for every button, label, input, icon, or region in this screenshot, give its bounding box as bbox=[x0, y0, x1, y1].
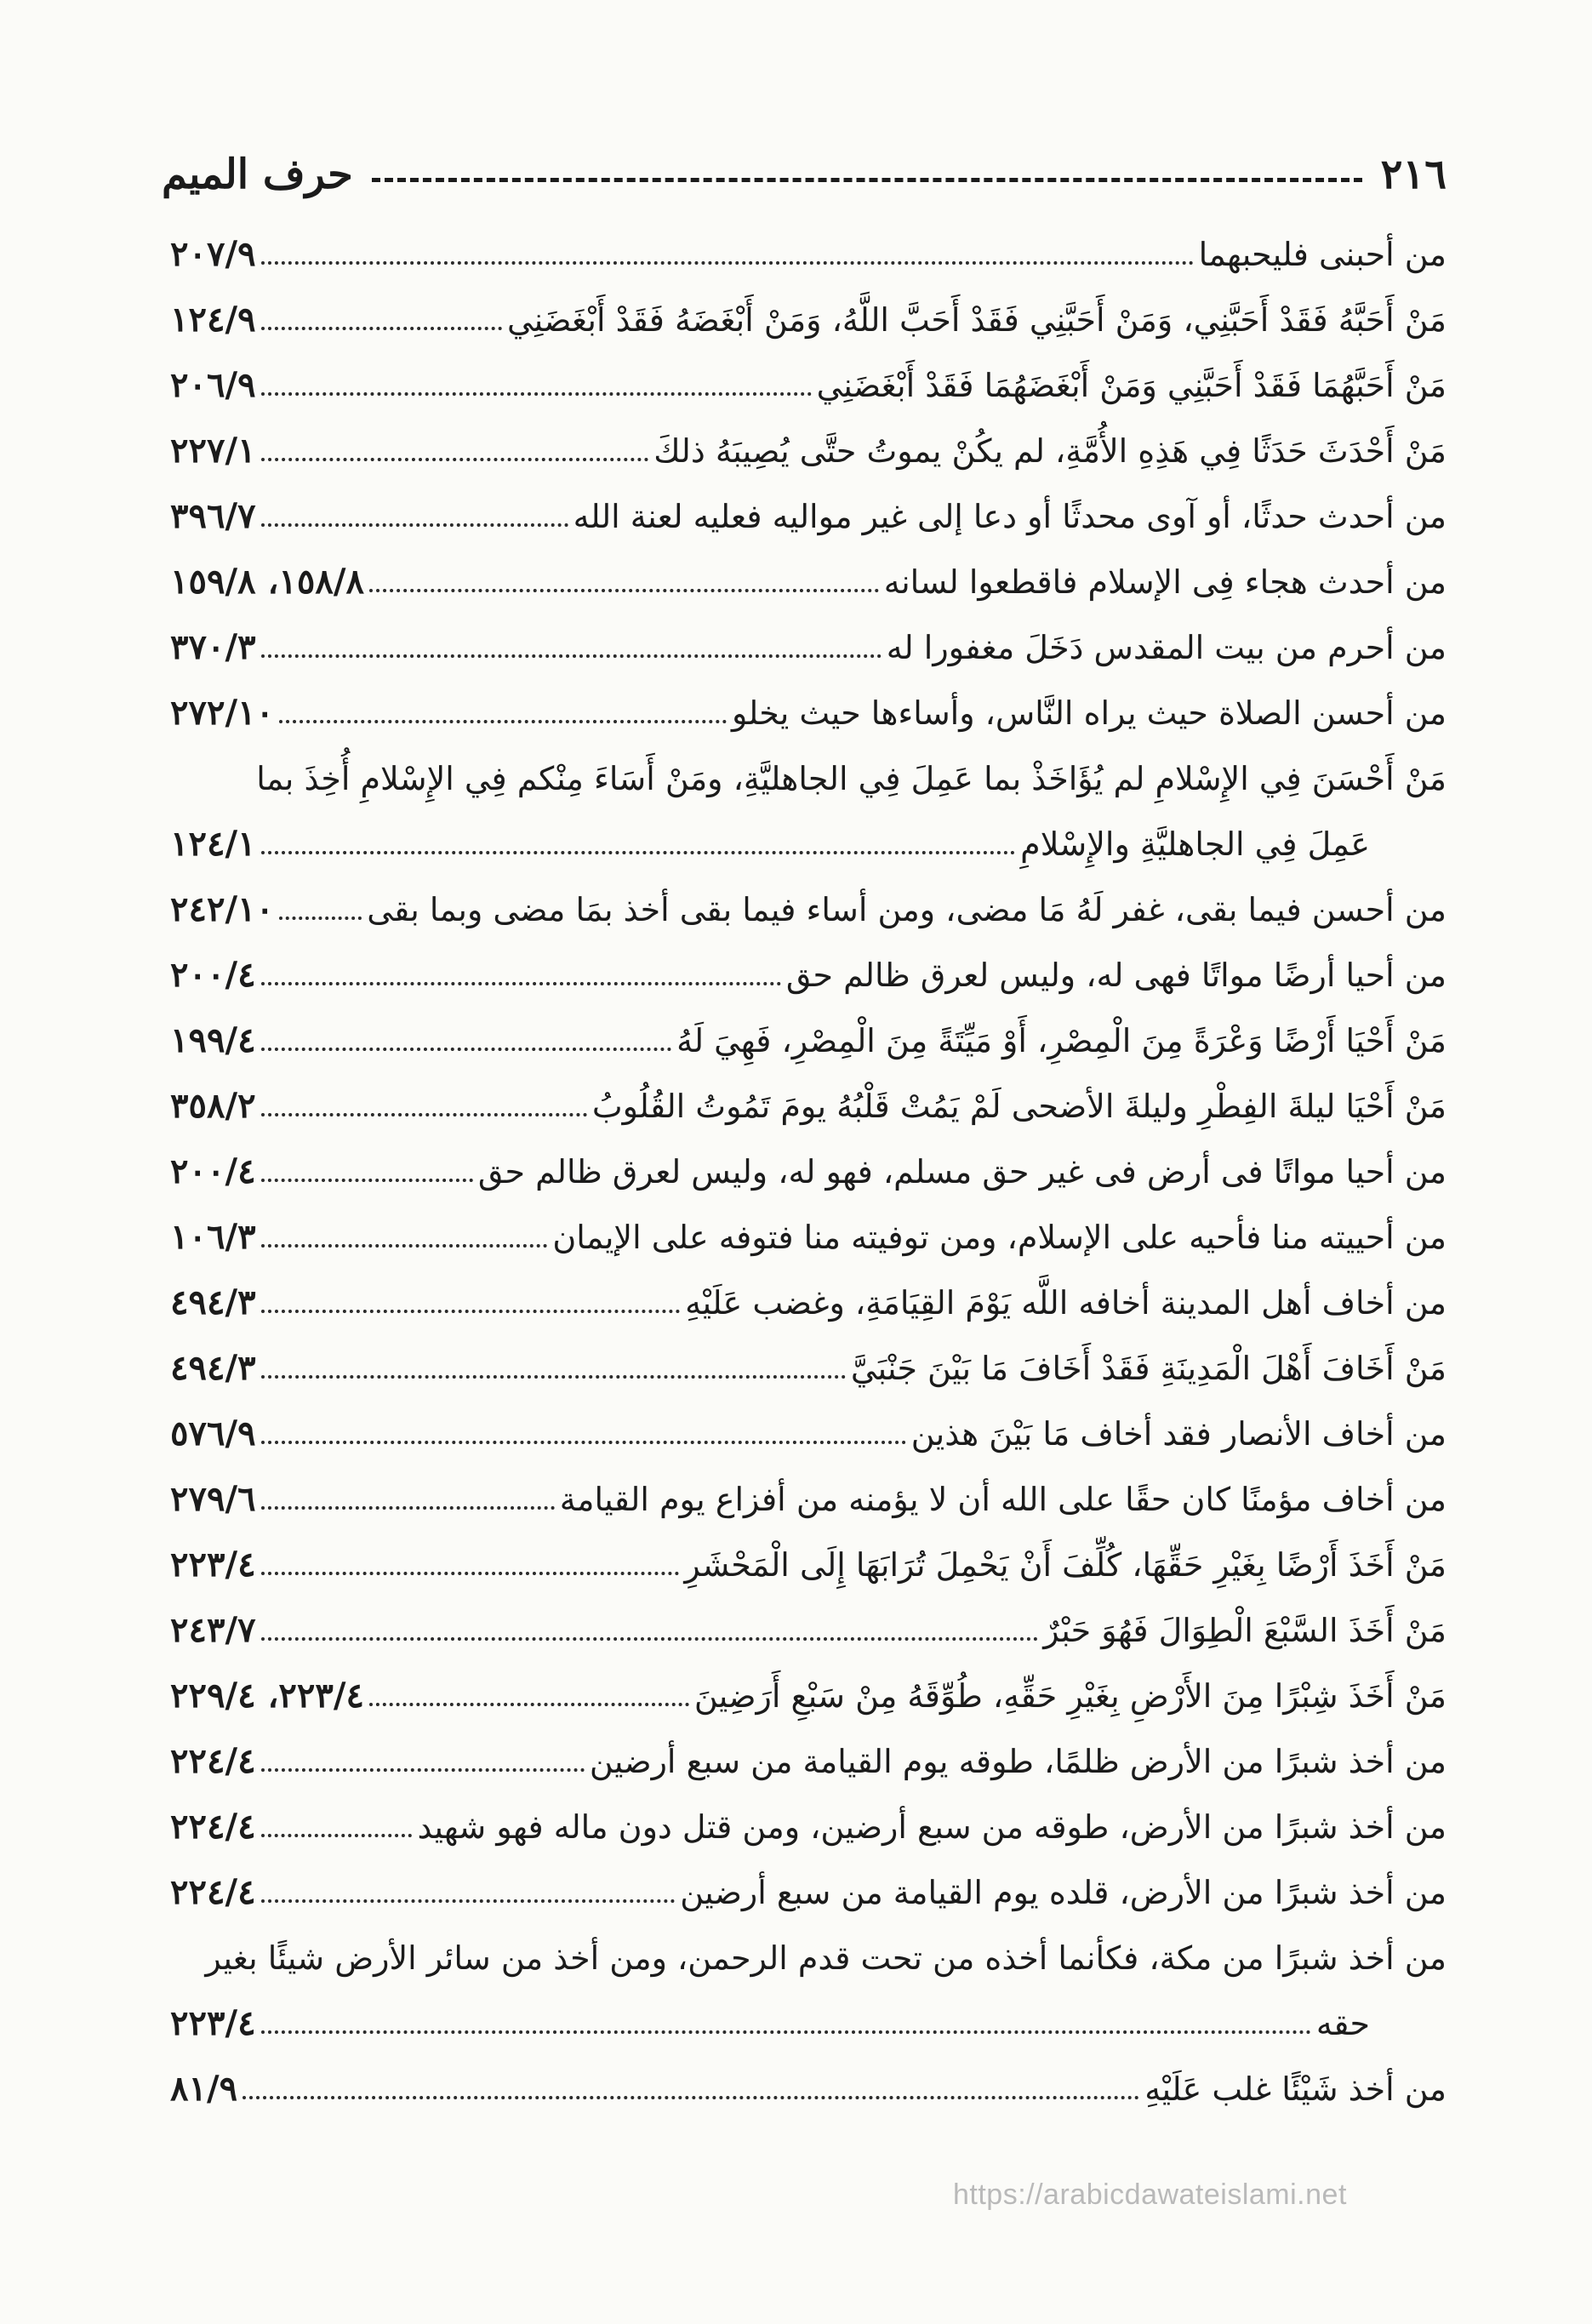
entry-line bbox=[170, 1139, 1446, 1204]
leader-dots bbox=[261, 523, 568, 527]
entry-line bbox=[170, 549, 1446, 614]
leader-dots bbox=[261, 1244, 548, 1248]
leader-dots bbox=[279, 916, 362, 920]
index-entry bbox=[170, 352, 1446, 418]
entry-reference: ١٠٦/٣ bbox=[170, 1216, 256, 1257]
entry-reference: ٣٧٠/٣ bbox=[170, 626, 256, 667]
leader-dots bbox=[261, 1113, 587, 1116]
entry-reference: ١٩٩/٤ bbox=[170, 1019, 256, 1060]
entry-reference: ٢٠٠/٤ bbox=[170, 1151, 256, 1191]
entry-reference: ١٢٤/٩ bbox=[170, 299, 256, 340]
entry-text: مَنْ أَخَذَ أَرْضًا بِغَيْرِ حَقِّهَا، كُلِّفَ أَنْ يَحْمِلَ تُرَابَهَا إِلَى الْمَحْشَرِ bbox=[684, 1545, 1446, 1584]
index-entry bbox=[170, 614, 1446, 680]
index-entry bbox=[170, 483, 1446, 549]
index-entry bbox=[170, 1466, 1446, 1532]
index-entry bbox=[170, 418, 1446, 483]
entry-line bbox=[170, 1794, 1446, 1859]
leader-dots bbox=[279, 720, 727, 723]
leader-dots bbox=[261, 1834, 413, 1837]
entry-reference: ٢٢٣/٤، ٢٢٩/٤ bbox=[170, 1675, 364, 1716]
index-entry bbox=[170, 1794, 1446, 1859]
index-entry bbox=[170, 1532, 1446, 1597]
header-rule bbox=[372, 178, 1362, 182]
chapter-title: حرف الميم bbox=[162, 151, 353, 198]
entry-reference: ٢٢٤/٤ bbox=[170, 1871, 256, 1912]
entry-line bbox=[170, 1466, 1446, 1532]
entry-line bbox=[170, 745, 1446, 811]
entry-text: من أحبنى فليحبهما bbox=[1198, 235, 1446, 273]
leader-dots bbox=[261, 1899, 676, 1903]
index-entry bbox=[170, 1597, 1446, 1663]
entry-text: مَنْ أَخَافَ أَهْلَ الْمَدِينَةِ فَقَدْ أَخَافَ مَا بَيْنَ جَنْبَيَّ bbox=[850, 1349, 1446, 1387]
entry-text: من أخذ شَيْئًا غلب عَلَيْهِ bbox=[1144, 2070, 1446, 2108]
entry-reference: ٨١/٩ bbox=[170, 2068, 238, 2109]
entry-reference: ٣٥٨/٢ bbox=[170, 1085, 256, 1126]
leader-dots bbox=[261, 982, 781, 985]
index-entry bbox=[170, 1335, 1446, 1401]
entry-line bbox=[170, 1073, 1446, 1139]
index-entry bbox=[170, 1925, 1446, 2056]
entry-reference: ٤٩٤/٣ bbox=[170, 1282, 256, 1322]
leader-dots bbox=[261, 327, 502, 330]
entry-reference: ٢٠٦/٩ bbox=[170, 364, 256, 405]
leader-dots bbox=[261, 1310, 681, 1313]
entry-text: مَنْ أَحْيَا ليلةَ الفِطْرِ وليلةَ الأضحى لَمْ يَمُتْ قَلْبُهُ يومَ تَمُوتُ القُلُوبُ bbox=[591, 1087, 1446, 1125]
entry-text: من أخذ شبرًا من الأرض، قلده يوم القيامة من سبع أرضين bbox=[680, 1873, 1446, 1911]
entry-line bbox=[170, 1597, 1446, 1663]
entry-reference: ٤٩٤/٣ bbox=[170, 1347, 256, 1388]
entry-text: من أحدث حدثًا، أو آوى محدثًا أو دعا إلى غير مواليه فعليه لعنة الله bbox=[573, 497, 1446, 535]
leader-dots bbox=[261, 1375, 846, 1379]
entry-line bbox=[170, 418, 1446, 483]
entry-reference: ٢٢٣/٤ bbox=[170, 1544, 256, 1585]
entry-text: مَنْ أَخَذَ شِبْرًا مِنَ الأَرْضِ بِغَيْرِ حَقِّهِ، طُوِّقَهُ مِنْ سَبْعِ أَرَضِينَ bbox=[693, 1676, 1446, 1715]
entry-text: من أحيا مواتًا فى أرض فى غير حق مسلم، فهو له، وليس لعرق ظالم حق bbox=[477, 1152, 1446, 1191]
leader-dots bbox=[243, 2096, 1139, 2099]
entry-line bbox=[170, 1663, 1446, 1728]
leader-dots bbox=[261, 458, 649, 461]
leader-dots bbox=[261, 1441, 906, 1444]
entry-line bbox=[170, 876, 1446, 942]
entry-reference: ٢٢٧/١ bbox=[170, 430, 256, 471]
index-entry bbox=[170, 680, 1446, 745]
leader-dots bbox=[369, 589, 879, 592]
entry-line bbox=[170, 1401, 1446, 1466]
entry-text: من أخذ شبرًا من مكة، فكأنما أخذه من تحت قدم الرحمن، ومن أخذ من سائر الأرض شيئًا بغير bbox=[205, 1939, 1446, 1977]
leader-dots bbox=[261, 392, 812, 396]
entry-reference: ٢٢٤/٤ bbox=[170, 1740, 256, 1781]
index-entry bbox=[170, 1139, 1446, 1204]
entry-line bbox=[170, 352, 1446, 418]
leader-dots bbox=[261, 1506, 555, 1510]
leader-dots bbox=[369, 1703, 689, 1706]
entry-text: من أحسن الصلاة حيث يراه النَّاس، وأساءها حيث يخلو bbox=[732, 694, 1446, 732]
index-entry bbox=[170, 942, 1446, 1008]
entry-line bbox=[170, 1925, 1446, 1990]
entry-reference: ٢٤٣/٧ bbox=[170, 1609, 256, 1650]
entry-reference: ٢٢٤/٤ bbox=[170, 1806, 256, 1847]
entry-line bbox=[170, 1532, 1446, 1597]
entry-text: من أحييته منا فأحيه على الإسلام، ومن توفيته منا فتوفه على الإيمان bbox=[552, 1218, 1446, 1256]
entry-line bbox=[170, 1008, 1446, 1073]
leader-dots bbox=[261, 851, 1016, 854]
index-entry bbox=[170, 1008, 1446, 1073]
index-entry bbox=[170, 1663, 1446, 1728]
entry-reference: ٢٢٣/٤ bbox=[170, 2002, 256, 2043]
entry-line bbox=[170, 1335, 1446, 1401]
leader-dots bbox=[261, 1637, 1039, 1641]
index-entry bbox=[170, 287, 1446, 352]
entry-text: من أحرم من بيت المقدس دَخَلَ مغفورا له bbox=[886, 628, 1446, 666]
entry-line bbox=[170, 1728, 1446, 1794]
entry-reference: ٢٠٧/٩ bbox=[170, 233, 256, 274]
entry-text: من أخاف الأنصار فقد أخاف مَا بَيْنَ هذين bbox=[910, 1414, 1446, 1453]
entry-reference: ٢٠٠/٤ bbox=[170, 954, 256, 995]
entry-text: من أخذ شبرًا من الأرض، طوقه من سبع أرضين، ومن قتل دون ماله فهو شهيد bbox=[417, 1807, 1446, 1846]
index-entry bbox=[170, 1728, 1446, 1794]
index-entry bbox=[170, 1204, 1446, 1270]
entry-line bbox=[170, 1990, 1446, 2056]
entry-text: مَنْ أَحَبَّهُ فَقَدْ أَحَبَّنِي، وَمَنْ أَحَبَّنِي فَقَدْ أَحَبَّ اللَّهُ، وَمَنْ أَبْغَضَهُ فَقَدْ أَبْغَضَنِي bbox=[506, 300, 1446, 339]
entry-line bbox=[170, 680, 1446, 745]
entry-reference: ٢٤٢/١٠ bbox=[170, 888, 275, 929]
leader-dots bbox=[261, 1768, 585, 1772]
leader-dots bbox=[261, 261, 1194, 265]
entry-text: من أخاف مؤمنًا كان حقًا على الله أن لا يؤمنه من أفزاع يوم القيامة bbox=[559, 1480, 1446, 1518]
index-entry bbox=[170, 221, 1446, 287]
index-entry bbox=[170, 1859, 1446, 1925]
leader-dots bbox=[261, 1572, 680, 1575]
leader-dots bbox=[261, 654, 882, 658]
entry-text: مَنْ أَخَذَ السَّبْعَ الْطِوَالَ فَهُوَ حَبْرٌ bbox=[1043, 1611, 1446, 1649]
index-entry bbox=[170, 549, 1446, 614]
index-entry bbox=[170, 1270, 1446, 1335]
entry-line bbox=[170, 287, 1446, 352]
watermark-url: https://arabicdawateislami.net bbox=[953, 2178, 1347, 2211]
entry-line bbox=[170, 614, 1446, 680]
entry-line bbox=[170, 1270, 1446, 1335]
page-header bbox=[162, 145, 1446, 204]
page-number: ٢١٦ bbox=[1380, 151, 1446, 198]
entry-text: مَنْ أَحْيَا أَرْضًا وَعْرَةً مِنَ الْمِصْرِ، أَوْ مَيِّتَةً مِنَ الْمِصْرِ، فَهِيَ لَهُ bbox=[676, 1021, 1446, 1059]
index-entry bbox=[170, 2056, 1446, 2121]
leader-dots bbox=[261, 2030, 1311, 2034]
entry-text: مَنْ أَحْدَثَ حَدَثًا فِي هَذِهِ الأُمَّةِ، لم يكُنْ يموتُ حتَّى يُصِيبَهُ ذلكَ bbox=[653, 431, 1446, 470]
entry-line bbox=[170, 1859, 1446, 1925]
entry-reference: ٣٩٦/٧ bbox=[170, 495, 256, 536]
entry-text-continued: حقه bbox=[1315, 2004, 1370, 2042]
entry-text: من أحسن فيما بقى، غفر لَهُ مَا مضى، ومن أساء فيما بقى أخذ بمَا مضى وبما بقى bbox=[367, 890, 1446, 928]
entry-line bbox=[170, 2056, 1446, 2121]
entry-text: من أخاف أهل المدينة أخافه اللَّه يَوْمَ القِيَامَةِ، وغضب عَلَيْهِ bbox=[685, 1283, 1446, 1322]
entry-line bbox=[170, 221, 1446, 287]
index-entry bbox=[170, 1073, 1446, 1139]
entry-reference: ٢٧٩/٦ bbox=[170, 1478, 256, 1519]
leader-dots bbox=[261, 1048, 672, 1051]
entry-reference: ١٥٨/٨، ١٥٩/٨ bbox=[170, 561, 364, 602]
index-entry bbox=[170, 876, 1446, 942]
entry-text: مَنْ أَحَبَّهُمَا فَقَدْ أَحَبَّنِي وَمَنْ أَبْغَضَهُمَا فَقَدْ أَبْغَضَنِي bbox=[816, 366, 1446, 404]
entry-reference: ١٢٤/١ bbox=[170, 823, 256, 864]
index-entry bbox=[170, 745, 1446, 876]
entry-text: مَنْ أَحْسَنَ فِي الإِسْلامِ لم يُؤَاخَذْ بما عَمِلَ فِي الجاهليَّةِ، ومَنْ أَسَاءَ مِنْكم فِي الإِسْلامِ أُخِذَ بما bbox=[256, 759, 1446, 797]
leader-dots bbox=[261, 1179, 473, 1182]
entry-text: من أخذ شبرًا من الأرض ظلمًا، طوقه يوم القيامة من سبع أرضين bbox=[589, 1742, 1446, 1780]
index-entries bbox=[170, 221, 1446, 2121]
entry-text-continued: عَمِلَ فِي الجاهليَّةِ والإِسْلامِ bbox=[1020, 825, 1370, 863]
entry-text: من أحدث هجاء فِى الإسلام فاقطعوا لسانه bbox=[883, 562, 1446, 601]
entry-line bbox=[170, 1204, 1446, 1270]
entry-line bbox=[170, 942, 1446, 1008]
entry-line bbox=[170, 811, 1446, 876]
index-entry bbox=[170, 1401, 1446, 1466]
entry-reference: ٥٧٦/٩ bbox=[170, 1413, 256, 1453]
entry-reference: ٢٧٢/١٠ bbox=[170, 692, 275, 733]
entry-text: من أحيا أرضًا مواتًا فهى له، وليس لعرق ظالم حق bbox=[785, 956, 1446, 994]
entry-line bbox=[170, 483, 1446, 549]
